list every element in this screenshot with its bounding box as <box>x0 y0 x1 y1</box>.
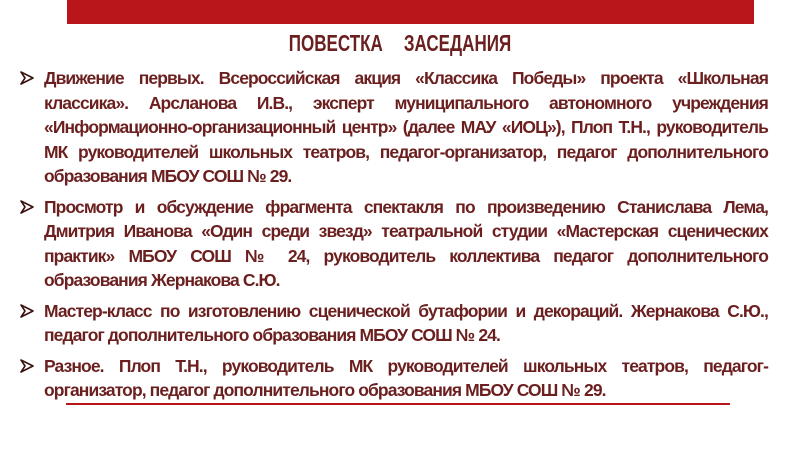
arrow-bullet-icon <box>20 71 34 85</box>
top-accent-bar <box>67 0 754 24</box>
agenda-item-text: Мастер-класс по изготовлению сценической бутафории и декораций. Жернакова С.Ю., педагог дополнительного образования МБОУ СОШ № 24. <box>44 300 768 345</box>
agenda-list <box>20 66 768 409</box>
agenda-item-text: Просмотр и обсуждение фрагмента спектакля по произведению Станислава Лема, Дмитрия Иванова «Один среди звезд» театральной студии «Мастерская сценических практик» МБОУ СОШ № 24, руководитель коллектива педагог дополнительного образования Жернакова С.Ю. <box>44 196 768 290</box>
agenda-item-3 <box>20 299 768 348</box>
agenda-item-text: Движение первых. Всероссийская акция «Классика Победы» проекта «Школьная классика». Арсланова И.В., эксперт муниципального автономного учреждения «Информационно-организационный центр» (далее МАУ «ИОЦ»), Плоп Т.Н., руководитель МК руководителей школьных театров, педагог-организатор, педагог дополнительного образования МБОУ СОШ № 29. <box>44 68 768 186</box>
agenda-item-1 <box>20 66 768 189</box>
agenda-item-2 <box>20 195 768 293</box>
arrow-bullet-icon <box>20 200 34 214</box>
page-title: ПОВЕСТКА ЗАСЕДАНИЯ <box>288 30 512 56</box>
agenda-item-text: Разное. Плоп Т.Н., руководитель МК руководителей школьных театров, педагог-организатор, педагог дополнительного образования МБОУ СОШ № 29. <box>44 355 768 400</box>
agenda-item-4 <box>20 354 768 403</box>
bottom-divider <box>66 403 730 405</box>
arrow-bullet-icon <box>20 359 34 373</box>
arrow-bullet-icon <box>20 304 34 318</box>
